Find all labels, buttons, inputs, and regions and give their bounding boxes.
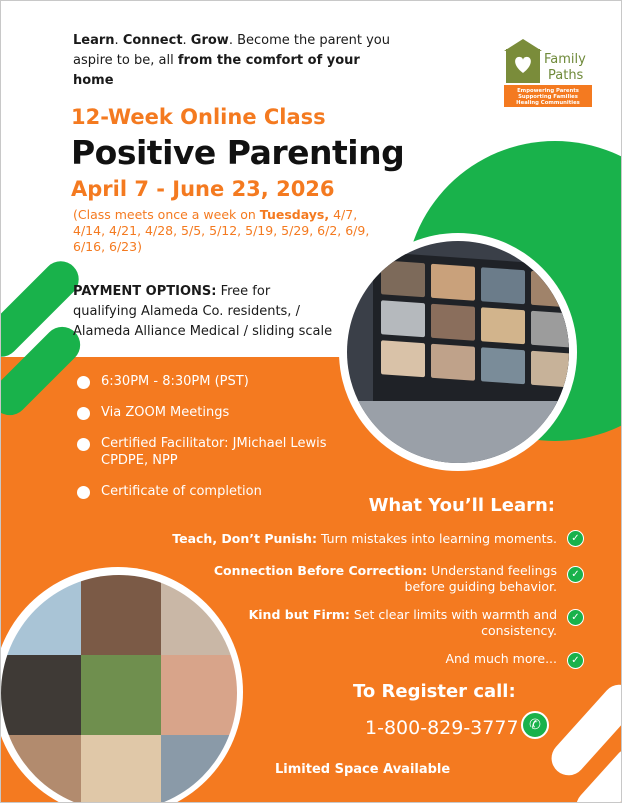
bullet-icon	[77, 407, 90, 420]
family-photo-collage	[1, 575, 237, 803]
svg-text:Paths: Paths	[548, 68, 584, 83]
video-call-laptop-image	[347, 241, 569, 463]
svg-text:Empowering Parents: Empowering Parents	[517, 88, 579, 94]
photo-tile	[161, 735, 237, 803]
video-tile	[381, 260, 425, 297]
checkmark-icon: ✓	[567, 609, 584, 626]
video-tile	[481, 307, 525, 344]
video-tile	[431, 264, 475, 301]
video-tile	[381, 300, 425, 337]
learn-item: Teach, Don’t Punish: Turn mistakes into learning moments.	[172, 531, 557, 546]
svg-text:Supporting Families: Supporting Families	[518, 94, 578, 100]
laptop-screen	[373, 252, 569, 417]
class-dates: April 7 - June 23, 2026	[71, 177, 335, 201]
photo-tile	[1, 575, 81, 655]
class-details-list	[77, 373, 337, 514]
svg-text:Family: Family	[544, 52, 586, 67]
payment-options: PAYMENT OPTIONS: Free for qualifying Alameda Co. residents, / Alameda Alliance Medical / sliding scale	[73, 284, 333, 339]
video-tile	[481, 347, 525, 384]
register-heading: To Register call:	[353, 681, 516, 702]
list-item: Certificate of completion	[77, 483, 337, 500]
bullet-icon	[77, 486, 90, 499]
house-heart-icon	[504, 39, 596, 109]
list-item: 6:30PM - 8:30PM (PST)	[77, 373, 337, 390]
svg-text:Healing Communities: Healing Communities	[516, 100, 580, 106]
video-tile	[381, 340, 425, 377]
bullet-icon	[77, 376, 90, 389]
checkmark-icon: ✓	[567, 566, 584, 583]
photo-tile	[81, 735, 161, 803]
phone-number[interactable]: 1-800-829-3777	[365, 717, 519, 739]
phone-icon: ✆	[521, 711, 549, 739]
class-type-label: 12-Week Online Class	[71, 105, 326, 129]
video-tile	[431, 344, 475, 381]
limited-space-note: Limited Space Available	[275, 762, 451, 777]
video-tile	[531, 351, 569, 388]
photo-tile	[1, 735, 81, 803]
learn-item: And much more...	[445, 651, 557, 666]
learn-item: Connection Before Correction: Understand feelings before guiding behavior.	[213, 563, 557, 594]
class-schedule: (Class meets once a week on Tuesdays, 4/7, 4/14, 4/21, 4/28, 5/5, 5/12, 5/19, 5/29, 6/2, 6/9, 6/16, 6/23)	[73, 207, 370, 254]
photo-tile	[1, 655, 81, 735]
page-title: Positive Parenting	[71, 133, 405, 172]
list-item: Via ZOOM Meetings	[77, 404, 337, 421]
video-tile	[481, 267, 525, 304]
photo-tile	[161, 655, 237, 735]
bullet-icon	[77, 438, 90, 451]
photo-tile	[81, 575, 161, 655]
video-tile	[431, 304, 475, 341]
video-tile	[531, 271, 569, 308]
video-tile	[531, 311, 569, 348]
checkmark-icon: ✓	[567, 652, 584, 669]
checkmark-icon: ✓	[567, 530, 584, 547]
laptop-keyboard	[347, 401, 569, 463]
family-paths-logo	[504, 39, 596, 109]
learn-heading: What You’ll Learn:	[368, 495, 555, 516]
list-item: Certified Facilitator: JMichael Lewis CPDPE, NPP	[77, 435, 337, 469]
learn-item: Kind but Firm: Set clear limits with warmth and consistency.	[248, 607, 557, 638]
photo-tile	[81, 655, 161, 735]
tagline: Learn. Connect. Grow. Become the parent you aspire to be, all from the comfort of your home	[73, 33, 391, 88]
